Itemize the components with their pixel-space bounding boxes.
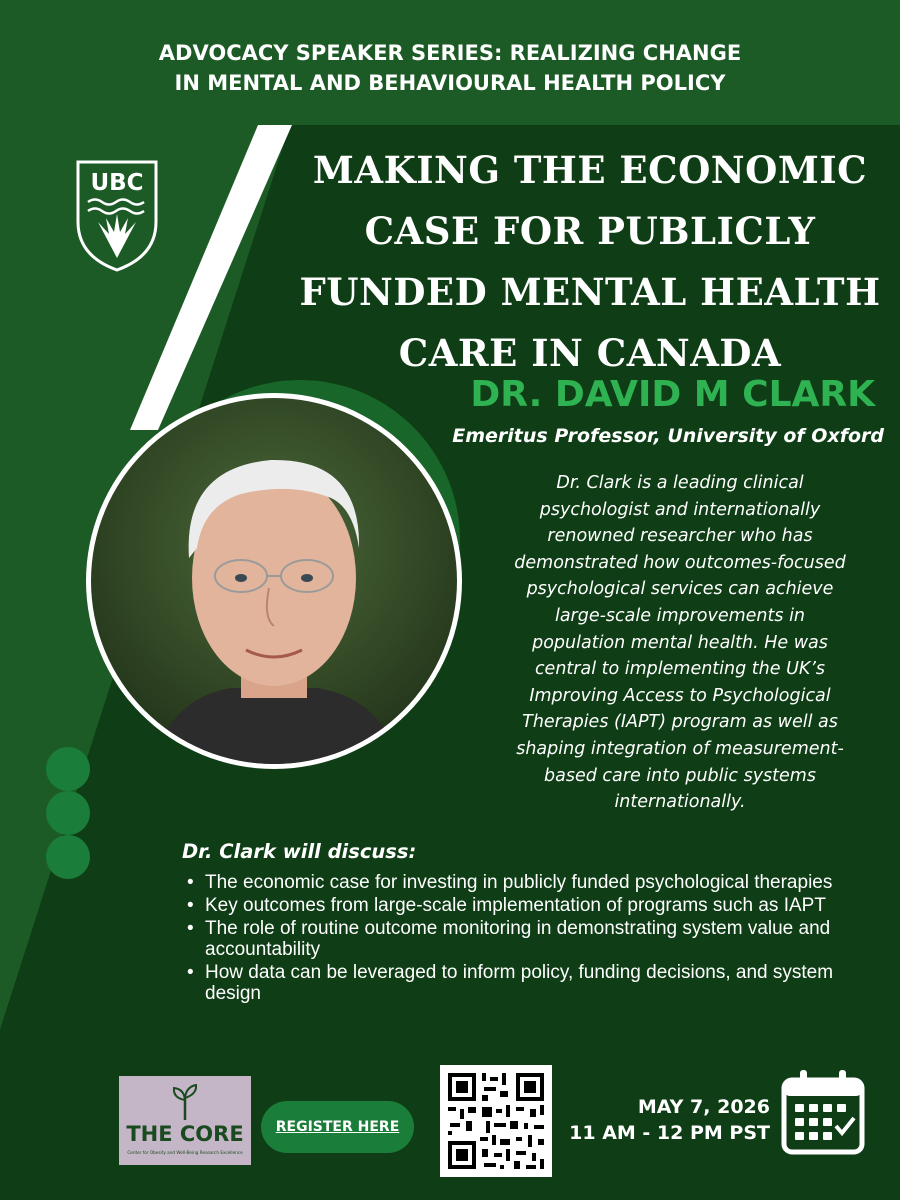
bio-line: large-scale improvements in <box>554 605 806 626</box>
title-line-1: MAKING THE ECONOMIC <box>312 148 868 192</box>
title-line-3: FUNDED MENTAL HEALTH <box>299 270 881 314</box>
bio-line: psychological services can achieve <box>526 579 834 600</box>
series-line-1: ADVOCACY SPEAKER SERIES: REALIZING CHANGE <box>158 41 742 65</box>
core-title: THE CORE <box>126 1122 244 1146</box>
topic-item: • The economic case for investing in publicly funded psychological therapies <box>187 872 887 893</box>
series-line-2: IN MENTAL AND BEHAVIOURAL HEALTH POLICY <box>174 71 726 95</box>
topic-item: • The role of routine outcome monitoring in demonstrating system value and accountability <box>187 918 887 960</box>
bio-line: renowned researcher who has <box>547 526 813 547</box>
bio-line: based care into public systems <box>544 765 816 786</box>
qr-code-icon <box>440 1065 552 1177</box>
event-time: 11 AM - 12 PM PST <box>569 1122 770 1144</box>
speaker-portrait-icon <box>91 398 457 764</box>
speaker-photo <box>86 393 462 769</box>
calendar-icon <box>780 1066 866 1156</box>
speaker-affiliation: Emeritus Professor, University of Oxford <box>452 425 884 447</box>
bio-line: demonstrated how outcomes-focused <box>514 552 846 573</box>
ubc-logo <box>76 160 158 272</box>
decorative-dot <box>46 835 90 879</box>
bio-line: population mental health. He was <box>532 632 828 653</box>
topic-item: • Key outcomes from large-scale implementation of programs such as IAPT <box>187 895 887 916</box>
event-title <box>290 140 890 384</box>
decorative-dot <box>46 747 90 791</box>
the-core-logo <box>119 1076 251 1165</box>
bio-line: shaping integration of measurement- <box>516 738 844 759</box>
event-datetime <box>569 1094 770 1146</box>
event-date: MAY 7, 2026 <box>637 1096 770 1118</box>
topic-item: • How data can be leveraged to inform policy, funding decisions, and system design <box>187 962 887 1004</box>
bio-line: Improving Access to Psychological <box>529 685 831 706</box>
bio-line: Therapies (IAPT) program as well as <box>522 712 838 733</box>
bio-line: internationally. <box>614 792 746 813</box>
decorative-dot <box>46 791 90 835</box>
bio-line: Dr. Clark is a leading clinical <box>556 473 804 493</box>
ubc-logo-text: UBC <box>90 170 144 196</box>
ubc-shield-icon <box>76 160 158 272</box>
discussion-heading: Dr. Clark will discuss: <box>182 840 417 863</box>
title-line-4: CARE IN CANADA <box>398 331 782 375</box>
discussion-topics <box>187 872 887 1006</box>
speaker-name: DR. DAVID M CLARK <box>470 374 875 415</box>
series-heading <box>0 38 900 98</box>
core-subtitle: Center for Obesity and Well-Being Research Excellence <box>127 1150 243 1155</box>
bio-line: central to implementing the UK’s <box>534 659 826 680</box>
qr-code[interactable] <box>440 1065 552 1177</box>
speaker-bio <box>470 470 890 816</box>
register-button[interactable]: REGISTER HERE <box>261 1101 414 1153</box>
title-line-2: CASE FOR PUBLICLY <box>364 209 816 253</box>
sprout-icon <box>171 1084 199 1120</box>
bio-line: psychologist and internationally <box>539 499 821 520</box>
